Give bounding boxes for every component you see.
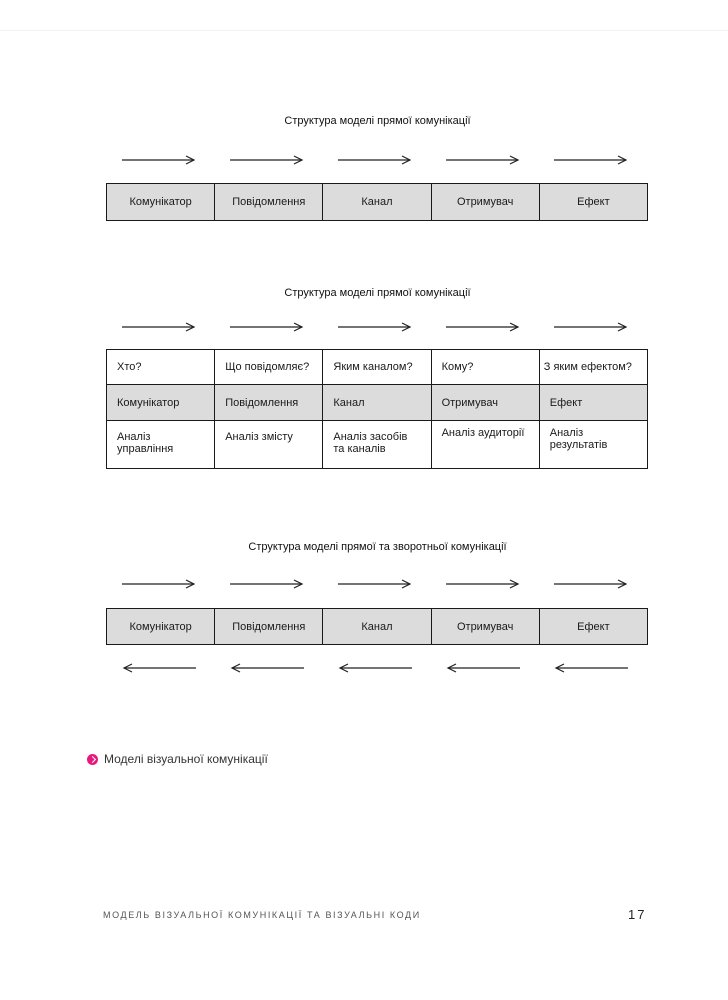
- analysis-cell: Аналіз змісту: [215, 421, 323, 469]
- question-cell: Яким каналом?: [323, 350, 431, 385]
- diagram-title: Структура моделі прямої та зворотньої комунікації: [248, 541, 507, 553]
- page-top-edge: [0, 30, 728, 31]
- cell-communicator: Комунікатор: [107, 609, 215, 645]
- model-table: [106, 183, 648, 221]
- arrow-right-icon: [554, 155, 628, 165]
- arrow-right-icon: [338, 155, 412, 165]
- question-cell: Що повідомляє?: [215, 350, 323, 385]
- cell-effect: Ефект: [539, 385, 647, 421]
- arrow-right-icon: [230, 579, 304, 589]
- analysis-cell: Аналіз аудиторії: [431, 421, 539, 469]
- running-footer-title: МОДЕЛЬ ВІЗУАЛЬНОЇ КОМУНІКАЦІЇ ТА ВІЗУАЛЬНІ КОДИ: [103, 910, 421, 920]
- arrow-row-forward: [106, 579, 649, 589]
- cell-recipient: Отримувач: [431, 385, 539, 421]
- arrow-right-icon: [338, 579, 412, 589]
- table-row-analyses: [107, 421, 648, 469]
- table-row: [107, 184, 648, 221]
- arrow-right-icon: [554, 322, 628, 332]
- arrow-right-icon: [122, 579, 196, 589]
- analysis-cell: Аналіз засобів та каналів: [323, 421, 431, 469]
- question-cell: Хто?: [107, 350, 215, 385]
- analysis-cell: Аналіз результатів: [539, 421, 647, 469]
- arrow-right-icon: [122, 322, 196, 332]
- analysis-cell: Аналіз управління: [107, 421, 215, 469]
- arrow-row-backward: [106, 663, 649, 673]
- arrow-right-icon: [230, 155, 304, 165]
- arrow-row-forward: [106, 155, 649, 165]
- arrow-right-icon: [230, 322, 304, 332]
- cell-recipient: Отримувач: [431, 609, 539, 645]
- arrow-circle-icon: [87, 754, 98, 765]
- arrow-right-icon: [554, 579, 628, 589]
- question-cell: Кому?: [431, 350, 539, 385]
- arrow-left-icon: [230, 663, 304, 673]
- cell-message: Повідомлення: [215, 609, 323, 645]
- section-link-visual-communication-models[interactable]: [87, 752, 268, 766]
- diagram-title: Структура моделі прямої комунікації: [284, 115, 471, 127]
- arrow-right-icon: [446, 155, 520, 165]
- model-table: [106, 349, 648, 469]
- arrow-right-icon: [446, 579, 520, 589]
- table-row-elements: [107, 385, 648, 421]
- arrow-left-icon: [446, 663, 520, 673]
- cell-communicator: Комунікатор: [107, 385, 215, 421]
- cell-channel: Канал: [323, 385, 431, 421]
- cell-message: Повідомлення: [215, 184, 323, 221]
- question-cell: З яким ефектом?: [539, 350, 647, 385]
- arrow-row-forward: [106, 322, 649, 332]
- cell-communicator: Комунікатор: [107, 184, 215, 221]
- table-row-questions: [107, 350, 648, 385]
- cell-message: Повідомлення: [215, 385, 323, 421]
- arrow-right-icon: [122, 155, 196, 165]
- arrow-right-icon: [338, 322, 412, 332]
- diagram-title: Структура моделі прямої комунікації: [284, 287, 471, 299]
- cell-channel: Канал: [323, 609, 431, 645]
- arrow-left-icon: [554, 663, 628, 673]
- arrow-right-icon: [446, 322, 520, 332]
- cell-channel: Канал: [323, 184, 431, 221]
- arrow-left-icon: [338, 663, 412, 673]
- section-link-label: Моделі візуальної комунікації: [104, 752, 268, 766]
- arrow-left-icon: [122, 663, 196, 673]
- cell-effect: Ефект: [539, 609, 647, 645]
- cell-recipient: Отримувач: [431, 184, 539, 221]
- table-row: [107, 609, 648, 645]
- page-number: 17: [628, 907, 647, 922]
- cell-effect: Ефект: [539, 184, 647, 221]
- model-table: [106, 608, 648, 645]
